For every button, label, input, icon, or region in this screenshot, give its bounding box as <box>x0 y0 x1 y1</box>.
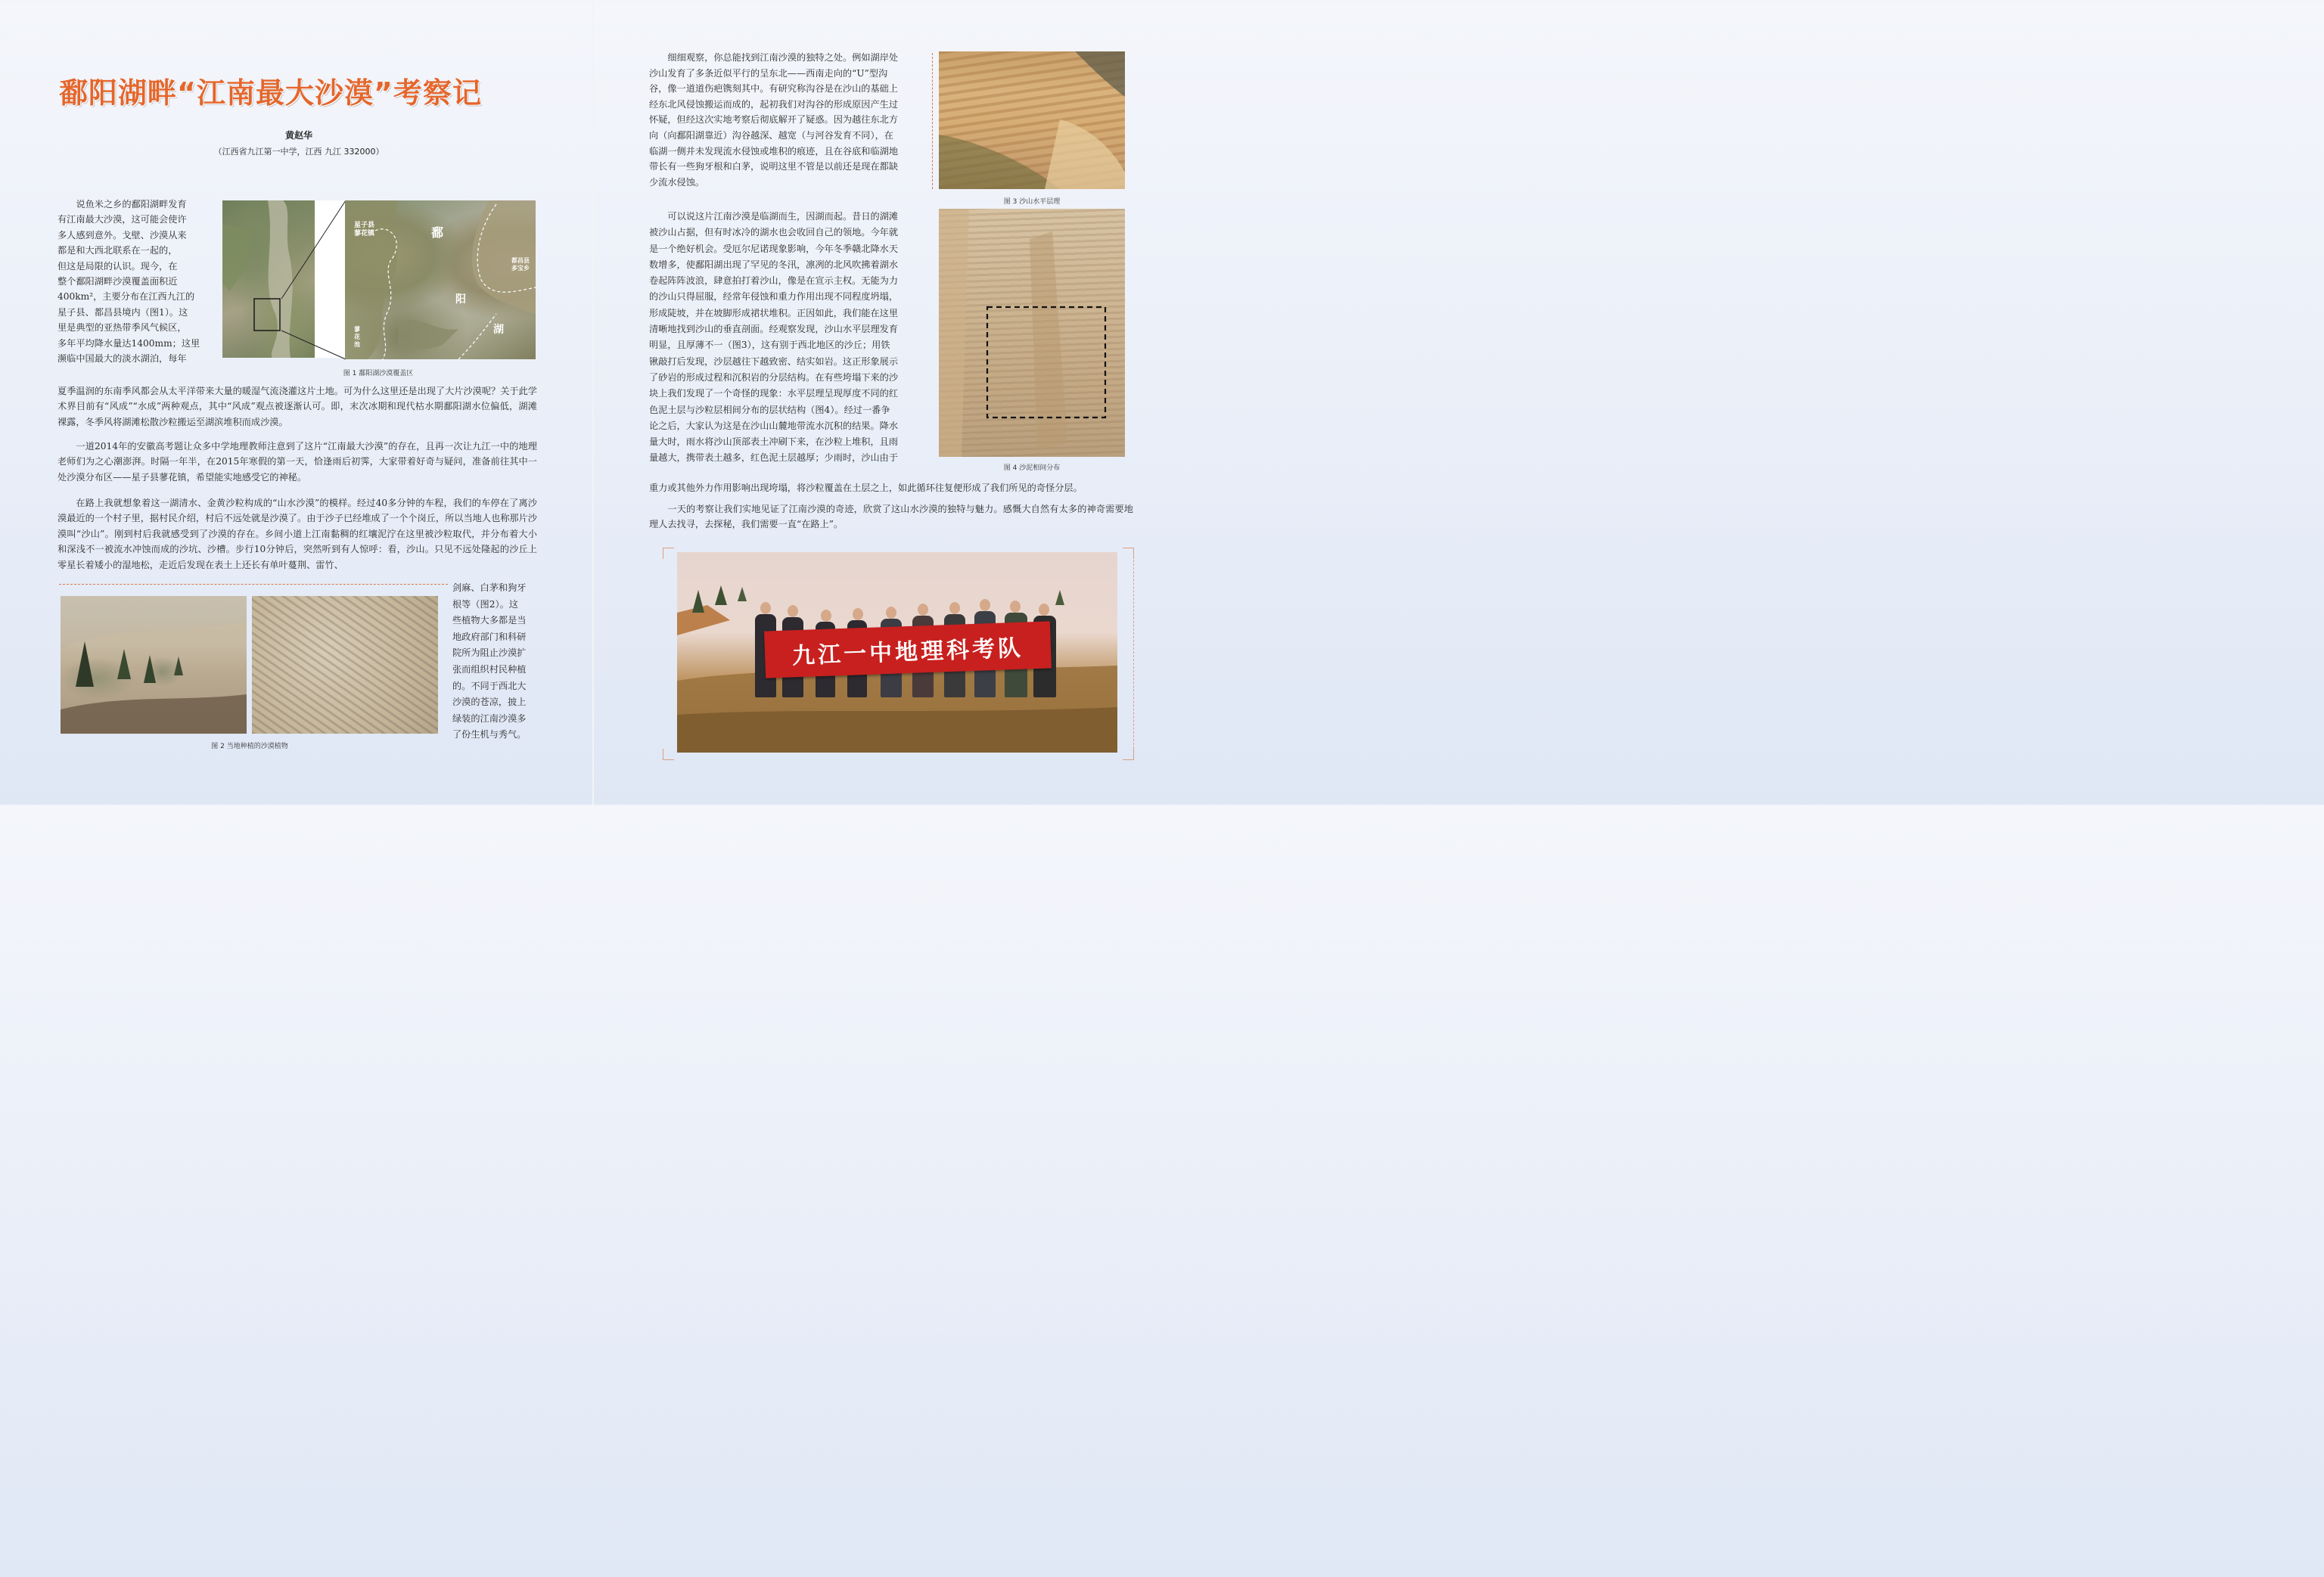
intro-line: 多年平均降水量达1400mm；这里 <box>57 337 200 349</box>
map-label-po: 鄱 <box>431 225 444 240</box>
person-head <box>760 602 771 614</box>
frame-corner-br <box>1123 749 1134 760</box>
intro-continuation <box>57 383 537 430</box>
intro-line: 说鱼米之乡的鄱阳湖畔发育 <box>76 199 187 210</box>
obs-line: 怀疑，但经这次实地考察后彻底解开了疑惑。因为越往东北方 <box>649 114 899 126</box>
lake-line: 锹敲打后发现，沙层越往下越致密、结实如岩。这正形象展示 <box>649 355 899 367</box>
obs-line: 谷，像一道道伤疤镌刻其中。有研究称沟谷是在沙山的基础上 <box>649 83 899 95</box>
strata-svg <box>939 51 1125 189</box>
map-label-liaohua: 蓼 花 池 <box>354 325 360 348</box>
intro-line: 濒临中国最大的淡水湖泊，每年 <box>57 353 187 365</box>
paragraph-conclusion <box>649 501 1133 532</box>
figure4-photo-layers <box>939 209 1125 457</box>
side-line: 剑麻、白茅和狗牙 <box>452 582 527 593</box>
figure2-photo-dunes <box>61 596 247 734</box>
team-banner: 九江一中地理科考队 <box>764 621 1052 678</box>
lake-line: 量越大，携带表土越多，红色泥土层越厚；少雨时，沙山由于 <box>649 452 899 464</box>
intro-line: 整个鄱阳湖畔沙漠覆盖面积近 <box>57 276 178 287</box>
side-line: 了份生机与秀气。 <box>452 729 527 740</box>
side-line: 根等（图2）。这 <box>452 598 518 610</box>
intro-line: 里是典型的亚热带季风气候区， <box>57 322 187 334</box>
obs-line: 细细观察，你总能找到江南沙漠的独特之处。例如湖岸处 <box>667 52 899 63</box>
person-head <box>788 605 798 617</box>
layers-svg <box>939 209 1125 457</box>
person-head <box>1039 604 1049 616</box>
paragraph-lakeshore-cont <box>649 480 1133 495</box>
side-line: 院所为阻止沙漠扩 <box>452 647 527 659</box>
lake-line: 卷起阵阵波浪，肆意拍打着沙山，像是在宣示主权。无能为力 <box>649 275 899 287</box>
intro-line: 有江南最大沙漠，这可能会使许 <box>57 214 187 225</box>
intro-line: 多人感到意外。戈壁、沙漠从来 <box>57 229 187 241</box>
map-zoom-lines <box>272 198 356 362</box>
map-label-xingzi: 星子县 蓼花镇 <box>354 222 375 237</box>
lakeshore-cont-text: 重力或其他外力作用影响出现垮塌，将沙粒覆盖在土层之上，如此循环往复便形成了我们所见的奇怪分层。 <box>649 483 1083 493</box>
lake-line: 明显，且厚薄不一（图3），这有别于西北地区的沙丘；用铁 <box>649 340 890 351</box>
intro-line: 星子县、都昌县境内（图1）。这 <box>57 306 188 318</box>
frame-corner-tr <box>1123 548 1134 559</box>
side-line: 的。不同于西北大 <box>452 680 527 691</box>
side-line: 绿装的江南沙漠多 <box>452 712 527 724</box>
frame-right-rule <box>1133 552 1134 756</box>
map-label-hu: 湖 <box>493 324 504 336</box>
intro-paragraph <box>57 197 206 366</box>
person-head <box>886 607 896 619</box>
paragraph-gaokao <box>57 439 537 485</box>
lake-line: 是一个绝好机会。受厄尔尼诺现象影响，今年冬季赣北降水天 <box>649 243 899 254</box>
figure4-caption: 图 4 沙泥相间分布 <box>1003 464 1061 472</box>
frame-corner-bl <box>663 749 674 760</box>
figure2-caption: 图 2 当地种植的沙漠植物 <box>211 743 288 750</box>
lake-line: 块上我们发现了一个奇怪的现象：水平层理呈现厚度不同的红 <box>649 388 899 399</box>
lake-line: 形成陡坡，并在坡脚形成裙状堆积。正因如此，我们能在这里 <box>649 307 899 318</box>
author-name: 黄赵华 <box>284 130 312 141</box>
conclusion-text: 一天的考察让我们实地见证了江南沙漠的奇迹，欣赏了这山水沙漠的独特与魅力。感慨大自然有太多的神奇需要地理人去找寻，去探秘，我们需要一直“在路上”。 <box>649 504 1133 530</box>
frame-corner-tl <box>663 548 674 559</box>
person-head <box>980 599 990 611</box>
figure3-caption: 图 3 沙山水平层理 <box>1003 198 1061 206</box>
person-head <box>918 604 928 616</box>
figure2-top-rule <box>59 584 448 585</box>
side-line: 地政府部门和科研 <box>452 631 527 642</box>
paragraph-journey-text: 在路上我就想象着这一湖清水、金黄沙粒构成的“山水沙漠”的模样。经过40多分钟的车程，我们的车停在了离沙漠最近的一个村子里，据村民介绍，村后不远处就是沙漠了。由于沙子已经堆成了一个个岗丘，所以当地人也称那片沙漠叫“沙山”。刚到村后我就感受到了沙漠的存在。乡间小道上江南黏稠的红壤泥泞在这里被沙粒取代，并分布着大小和深浅不一被流水冲蚀而成的沙坑、沙槽。步行10分钟后，突然听到有人惊呼：看，沙山。只见不远处隆起的沙丘上零星长着矮小的湿地松，走近后发现在表土上还长有单叶蔓荆、雷竹、 <box>57 498 537 570</box>
paragraph-journey <box>57 495 537 573</box>
intro-cont-text: 夏季温润的东南季风都会从太平洋带来大量的暖湿气流浇灌这片土地。可为什么这里还是出现了大片沙漠呢？关于此学术界目前有“风成”“水成”两种观点，其中“风成”观点被逐渐认可。即，末次冰期和现代枯水期鄱阳湖水位偏低，湖滩裸露，冬季风将湖滩松散沙粒搬运至湖滨堆积而成沙漠。 <box>57 386 537 427</box>
paragraph-lakeshore <box>649 209 921 467</box>
intro-line: 400km²，主要分布在江西九江的 <box>57 291 195 303</box>
side-line: 沙漠的苍凉，披上 <box>452 697 527 708</box>
lake-line: 数增多，使鄱阳湖出现了罕见的冬汛，凛冽的北风吹拂着湖水 <box>649 259 899 270</box>
person-head <box>949 602 960 614</box>
right-page <box>593 0 1186 805</box>
intro-line: 但这是局限的认识。现今，在 <box>57 260 178 272</box>
side-line: 张而组织村民种植 <box>452 663 527 675</box>
lake-line: 论之后，大家认为这是在沙山山麓地带流水沉积的结果。降水 <box>649 420 899 431</box>
map-label-yang: 阳 <box>455 293 466 306</box>
side-line: 些植物大多都是当 <box>452 615 527 626</box>
paragraph-observation <box>649 50 921 190</box>
lake-line: 被沙山占据，但有时冰冷的湖水也会收回自己的领地。今年就 <box>649 227 899 238</box>
obs-line: 沙山发育了多条近似平行的呈东北——西南走向的“U”型沟 <box>649 67 888 79</box>
article-title: 鄱阳湖畔“江南最大沙漠”考察记 <box>59 76 482 110</box>
figure1-detail-map <box>345 200 536 359</box>
intro-line: 都是和大西北联系在一起的， <box>57 245 178 256</box>
left-page <box>0 0 593 805</box>
figure3-photo-strata <box>939 51 1125 189</box>
lake-line: 可以说这片江南沙漠是临湖而生，因湖而起。昔日的湖滩 <box>667 211 899 222</box>
lake-line: 量大时，雨水将沙山顶部表土冲刷下来，在沙粒上堆积，且雨 <box>649 436 899 448</box>
obs-line: 临湖一侧并未发现流水侵蚀或堆积的痕迹，且在谷底和临湖地 <box>649 145 899 157</box>
lake-line: 清晰地找到沙山的垂直剖面。经观察发现，沙山水平层理发育 <box>649 324 899 335</box>
obs-line: 向（向鄱阳湖靠近）沟谷越深、越宽（与河谷发育不同），在 <box>649 129 893 141</box>
paragraph-journey-side <box>452 580 540 743</box>
lake-line: 色泥土层与沙粒层相间分布的层状结构（图4）。经过一番争 <box>649 404 890 415</box>
map-label-duchang: 都昌县 多宝乡 <box>511 256 530 272</box>
obs-line: 少流水侵蚀。 <box>649 176 705 188</box>
obs-line: 带长有一些狗牙根和白茅，说明这里不管是以前还是现在都缺 <box>649 161 899 172</box>
figure2-photo-plants <box>252 596 438 734</box>
figure1-caption: 图 1 鄱阳湖沙漠覆盖区 <box>343 370 414 377</box>
author-affiliation: （江西省九江第一中学，江西 九江 332000） <box>213 147 384 157</box>
person-head <box>1010 601 1021 613</box>
pine-trees-svg <box>61 596 247 734</box>
person-head <box>821 610 831 622</box>
lake-line: 的沙山只得屈服，经常年侵蚀和重力作用出现不同程度坍塌， <box>649 291 899 303</box>
person-head <box>853 608 863 620</box>
lake-line: 了砂岩的形成过程和沉积岩的分层结构。在有些垮塌下来的沙 <box>649 371 899 383</box>
paragraph-gaokao-text: 一道2014年的安徽高考题让众多中学地理教师注意到了这片“江南最大沙漠”的存在，且再一次让九江一中的地理老师们为之心潮澎湃。时隔一年半，在2015年寒假的第一天，恰逢雨后初霁，大家带着好奇与疑问，准备前往其中一处沙漠分布区——星子县蓼花镇，希望能实地感受它的神秘。 <box>57 441 537 483</box>
obs-line: 经东北风侵蚀搬运而成的，起初我们对沟谷的形成原因产生过 <box>649 98 899 110</box>
figure3-side-rule <box>932 53 933 189</box>
figure5-team-photo <box>677 552 1117 753</box>
